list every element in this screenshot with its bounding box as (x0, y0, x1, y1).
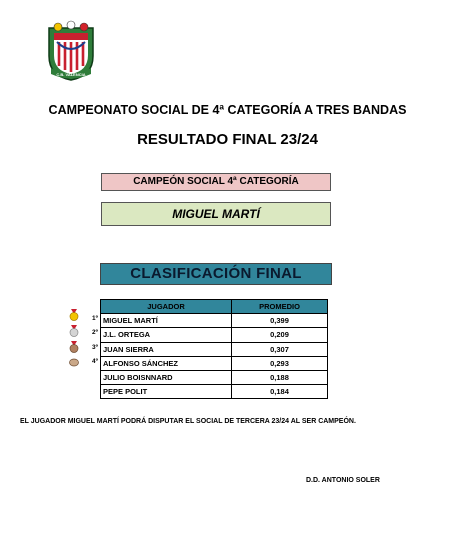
player-average: 0,293 (232, 356, 328, 370)
player-name: MIGUEL MARTÍ (101, 314, 232, 328)
player-average: 0,188 (232, 370, 328, 384)
column-header-player: JUGADOR (101, 300, 232, 314)
player-average: 0,399 (232, 314, 328, 328)
table-header-row (101, 300, 328, 314)
champion-name: MIGUEL MARTÍ (101, 202, 331, 226)
rank-2: 2º (92, 329, 98, 336)
fourth-medal-icon (68, 356, 80, 368)
result-subtitle: RESULTADO FINAL 23/24 (137, 131, 318, 148)
gold-medal-icon (68, 309, 80, 321)
classification-table (100, 299, 328, 399)
player-average: 0,184 (232, 385, 328, 399)
table-row (101, 370, 328, 384)
table-row (101, 356, 328, 370)
rank-3: 3º (92, 344, 98, 351)
champion-note: EL JUGADOR MIGUEL MARTÍ PODRÁ DISPUTAR EL SOCIAL DE TERCERA 23/24 AL SER CAMPEÓN. (20, 418, 356, 425)
table-row (101, 342, 328, 356)
player-average: 0,209 (232, 328, 328, 342)
player-name: PEPE POLIT (101, 385, 232, 399)
rank-1: 1º (92, 315, 98, 322)
column-header-average: PROMEDIO (232, 300, 328, 314)
svg-text:C.B. VALENCIA: C.B. VALENCIA (56, 72, 86, 77)
player-name: JUAN SIERRA (101, 342, 232, 356)
club-crest-logo (45, 20, 97, 82)
table-row (101, 385, 328, 399)
table-row (101, 314, 328, 328)
player-average: 0,307 (232, 342, 328, 356)
champion-label: CAMPEÓN SOCIAL 4ª CATEGORÍA (101, 173, 331, 191)
player-name: J.L. ORTEGA (101, 328, 232, 342)
player-name: JULIO BOISNNARD (101, 370, 232, 384)
player-name: ALFONSO SÁNCHEZ (101, 356, 232, 370)
bronze-medal-icon (68, 341, 80, 353)
rank-4: 4º (92, 358, 98, 365)
table-row (101, 328, 328, 342)
classification-title: CLASIFICACIÓN FINAL (100, 263, 332, 285)
silver-medal-icon (68, 325, 80, 337)
signature: D.D. ANTONIO SOLER (306, 477, 380, 484)
tournament-title: CAMPEONATO SOCIAL DE 4ª CATEGORÍA A TRES BANDAS (48, 103, 407, 117)
